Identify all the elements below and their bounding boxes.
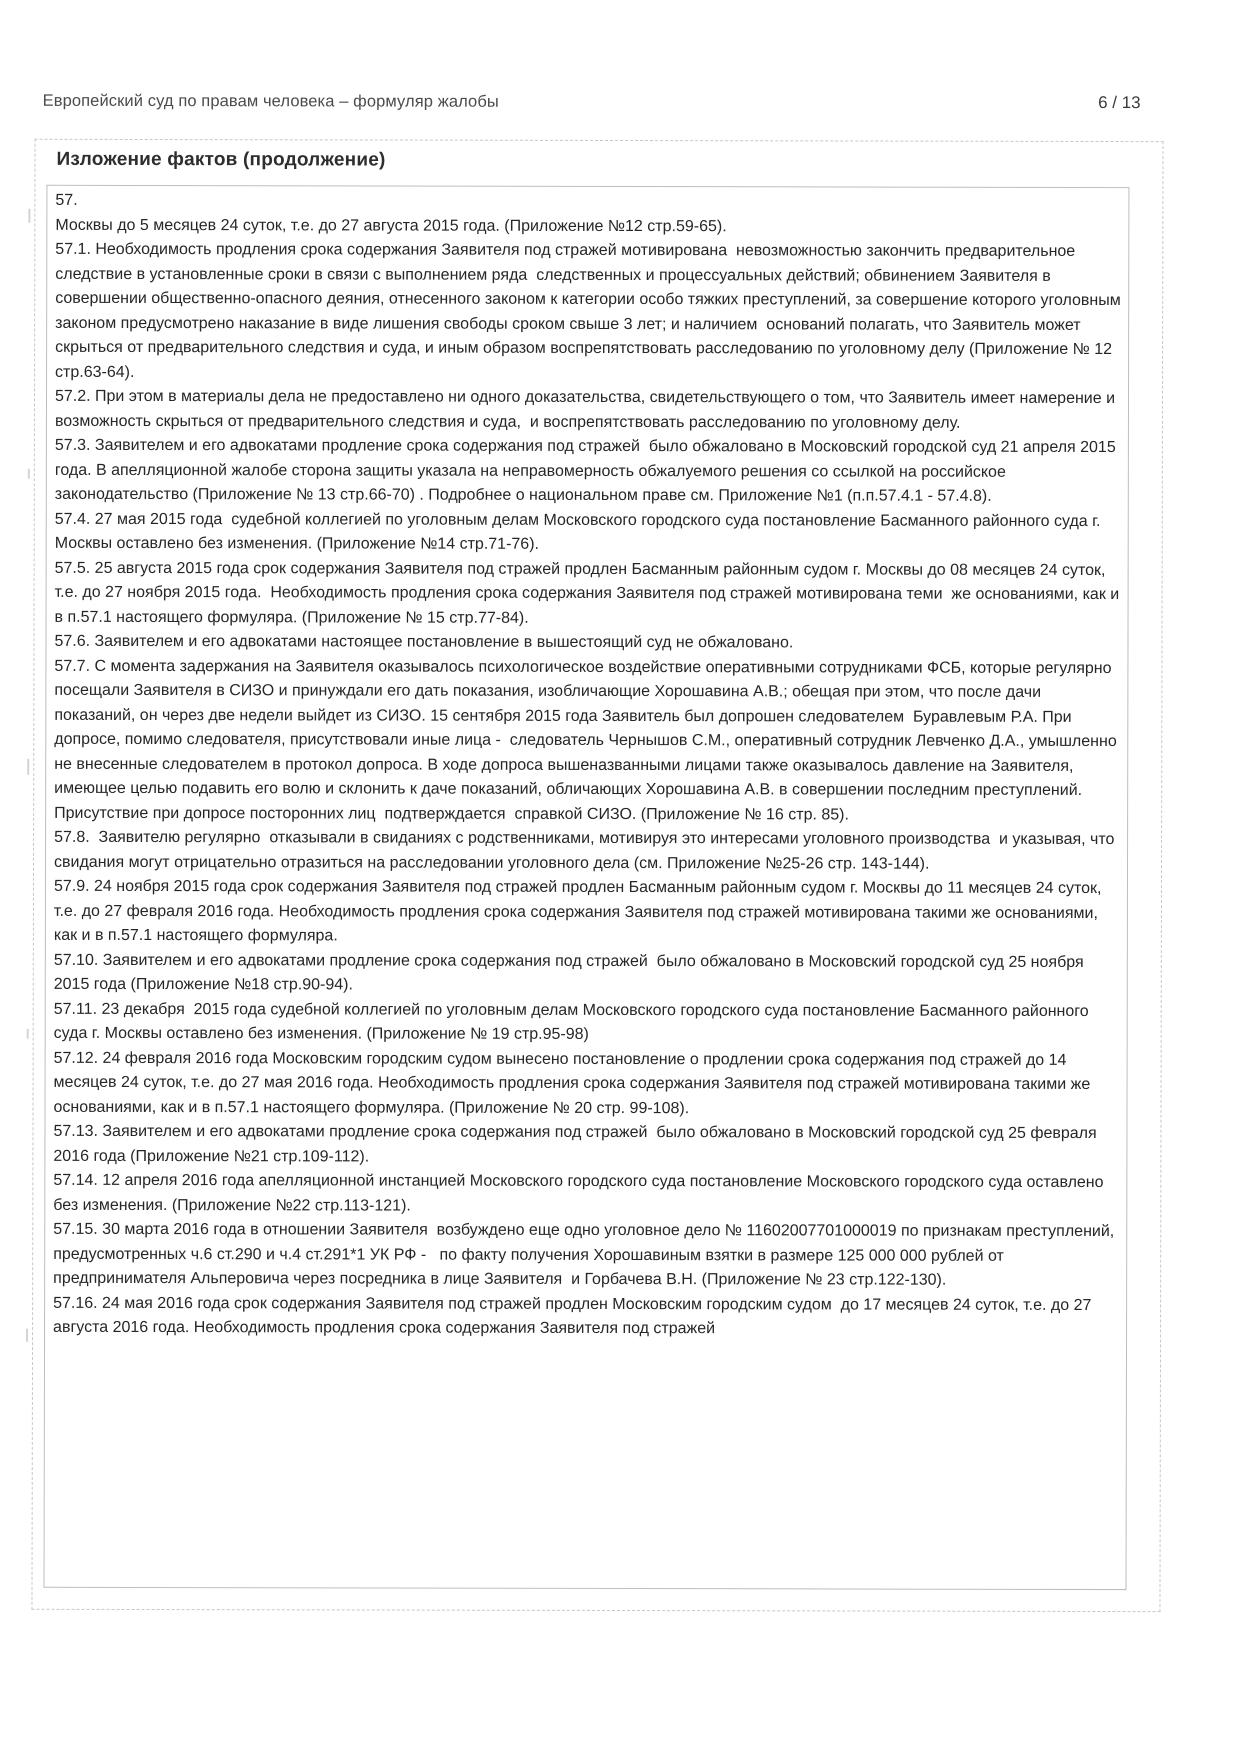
fact-paragraph: 57.7. С момента задержания на Заявителя оказывалось психологическое воздействие оперативными сотрудниками ФСБ, которые регулярно посещали Заявителя в СИЗО и принуждали его дать показания, изобличающие Хорошавина А.В.; обещая при этом, что после дачи показаний, он через две недели выйдет из СИЗО. 15 сентября 2015 года Заявитель был допрошен следователем Буравлевым Р.А. При допросе, помимо следователя, присутствовали иные лица - следователь Чернышов С.М., оперативный сотрудник Левченко Д.А., умышленно не внесенные следователем в протокол допроса. В ходе допроса вышеназванными лицами также оказывалось давление на Заявителя, имеющее целью подавить его волю и склонить к даче показаний, обличающих Хорошавина А.В. в совершении последним преступлений. Присутствие при допросе посторонних лиц подтверждается справкой СИЗО. (Приложение № 16 стр. 85). [54,657,1122,823]
section-title: Изложение фактов (продолжение) [56,148,386,171]
scan-artifact [26,1329,28,1342]
document-title: Европейский суд по правам человека – формуляр жалобы [42,91,499,111]
fact-paragraph: 57.3. Заявителем и его адвокатами продление срока содержания под стражей было обжаловано в Московский городской суд 21 апреля 2015 года. В апелляционной жалобе сторона защиты указала на неправомерность обжалуемого решения со ссылкой на российское законодательство (Приложение № 13 стр.66-70) . Подробнее о национальном праве см. Приложение №1 (п.п.57.4.1 - 57.4.8). [54,436,1121,505]
fact-paragraph: 57. [55,191,78,209]
scan-artifact [28,469,30,479]
fact-paragraph: 57.11. 23 декабря 2015 года судебной коллегией по уголовным делам Московского городского суда постановление Басманного районного суда г. Москвы оставлено без изменения. (Приложение № 19 стр.95-98) [53,1000,1094,1043]
fact-paragraph: 57.4. 27 мая 2015 года судебной коллегией по уголовным делам Московского городского суда постановление Басманного районного суда г. Москвы оставлено без изменения. (Приложение №14 стр.71-76). [54,510,1105,553]
page-number: 6 / 13 [1098,93,1141,113]
fact-paragraph: 57.8. Заявителю регулярно отказывали в свиданиях с родственниками, мотивируя это интересами уголовного производства и указывая, что свидания могут отрицательно отразиться на расследовании уголовного дела (см. Приложение №25-26 стр. 143-144). [54,828,1119,873]
fact-paragraph: 57.13. Заявителем и его адвокатами продление срока содержания под стражей было обжаловано в Московский городской суд 25 февраля 2016 года (Приложение №21 стр.109-112). [53,1122,1102,1165]
fact-paragraph: 57.14. 12 апреля 2016 года апелляционной инстанцией Московского городского суда постановление Московского городского суда оставлено без изменения. (Приложение №22 стр.113-121). [53,1171,1109,1215]
fact-paragraph: 57.6. Заявителем и его адвокатами настоящее постановление в вышестоящий суд не обжаловано. [54,632,794,652]
fact-paragraph: 57.1. Необходимость продления срока содержания Заявителя под стражей мотивирована невозможностью закончить предварительное следствие в установленные сроки в связи с выполнением ряда следственных и процессуальных действий; обвинением Заявителя в совершении общественно-опасного деяния, отнесенного законом к категории особо тяжких преступлений, за совершение которого уголовным законом предусмотрено наказание в виде лишения свободы сроком свыше 3 лет; и наличием оснований полагать, что Заявитель может скрыться от предварительного следствия и суда, и иным образом воспрепятствовать расследованию по уголовному делу (Приложение № 12 стр.63-64). [55,240,1126,381]
facts-section-box [31,139,1163,1612]
scan-artifact [27,1029,29,1039]
fact-paragraph: Москвы до 5 месяцев 24 суток, т.е. до 27 августа 2015 года. (Приложение №12 стр.59-65). [55,216,727,235]
fact-paragraph: 57.15. 30 марта 2016 года в отношении Заявителя возбуждено еще одно уголовное дело № 11602007701000019 по признакам преступлений, предусмотренных ч.6 ст.290 и ч.4 ст.291*1 УК РФ - по факту получения Хорошавиным взятки в размере 125 000 000 рублей от предпринимателя Альперовича через посредника в лице Заявителя и Горбачева В.Н. (Приложение № 23 стр.122-130). [53,1220,1119,1289]
page-header [43,91,1141,113]
fact-paragraph: 57.12. 24 февраля 2016 года Московским городским судом вынесено постановление о продлении срока содержания под стражей до 14 месяцев 24 суток, т.е. до 27 мая 2016 года. Необходимость продления срока содержания Заявителя под стражей мотивирована такими же основаниями, как и в п.57.1 настоящего формуляра. (Приложение № 20 стр. 99-108). [53,1049,1095,1117]
fact-paragraph: 57.10. Заявителем и его адвокатами продление срока содержания под стражей было обжаловано в Московский городской суд 25 ноября 2015 года (Приложение №18 стр.90-94). [53,951,1089,994]
fact-paragraph: 57.16. 24 мая 2016 года срок содержания Заявителя под стражей продлен Московским городским судом до 17 месяцев 24 суток, т.е. до 27 августа 2016 года. Необходимость продления срока содержания Заявителя под стражей [53,1294,1096,1338]
fact-paragraph: 57.5. 25 августа 2015 года срок содержания Заявителя под стражей продлен Басманным районным судом г. Москвы до 08 месяцев 24 суток, т.е. до 27 ноября 2015 года. Необходимость продления срока содержания Заявителя под стражей мотивирована теми же основаниями, как и в п.57.1 настоящего формуляра. (Приложение № 15 стр.77-84). [54,559,1124,627]
fact-paragraph: 57.2. При этом в материалы дела не предоставлено ни одного доказательства, свидетельствующего о том, что Заявитель имеет намерение и возможность скрыться от предварительного следствия и суда, и воспрепятствовать расследованию по уголовному делу. [54,387,1120,432]
scan-artifact [27,759,29,775]
scan-artifact [28,209,30,223]
fact-paragraph: 57.9. 24 ноября 2015 года срок содержания Заявителя под стражей продлен Басманным районным судом г. Москвы до 11 месяцев 24 суток, т.е. до 27 февраля 2016 года. Необходимость продления срока содержания Заявителя под стражей мотивирована такими же основаниями, как и в п.57.1 настоящего формуляра. [53,877,1106,945]
facts-text-field[interactable] [44,185,1130,1590]
